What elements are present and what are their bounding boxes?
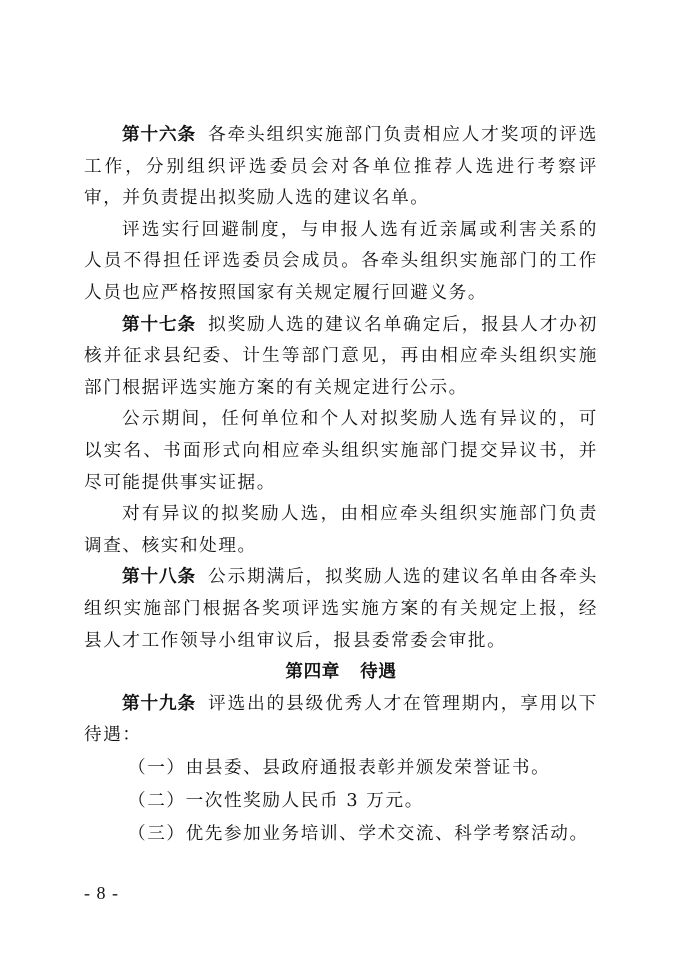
paragraph-text: 评选出的县级优秀人才在管理期内，享用以下待遇：	[84, 693, 598, 746]
paragraph-recusal	[84, 215, 598, 310]
paragraph-article-18	[84, 562, 598, 657]
paragraph-text: 各牵头组织实施部门负责相应人才奖项的评选工作，分别组织评选委员会对各单位推荐人选进行考察评审，并负责提出拟奖励人选的建议名单。	[84, 125, 598, 209]
page-number: - 8 -	[84, 883, 119, 903]
paragraph-investigation	[84, 499, 598, 562]
paragraph-text: 公示期满后，拟奖励人选的建议名单由各牵头组织实施部门根据各奖项评选实施方案的有关规定上报，经县人才工作领导小组审议后，报县委常委会审批。	[84, 567, 598, 651]
article-label: 第十六条	[122, 125, 197, 145]
list-item: （三）优先参加业务培训、学术交流、科学考察活动。	[128, 823, 589, 844]
paragraph-text: 评选实行回避制度，与申报人选有近亲属或利害关系的人员不得担任评选委员会成员。各牵头组织实施部门的工作人员也应严格按照国家有关规定履行回避义务。	[84, 219, 598, 303]
paragraph-text: 公示期间，任何单位和个人对拟奖励人选有异议的，可以实名、书面形式向相应牵头组织实施部门提交异议书，并尽可能提供事实证据。	[84, 409, 598, 493]
article-label: 第十八条	[122, 567, 197, 588]
paragraph-text: 拟奖励人选的建议名单确定后，报县人才办初核并征求县纪委、计生等部门意见，再由相应牵头组织实施部门根据评选实施方案的有关规定进行公示。	[84, 314, 598, 398]
article-label: 第十九条	[122, 693, 197, 714]
article-label: 第十七条	[122, 314, 197, 335]
list-item: （一）由县委、县政府通报表彰并颁发荣誉证书。	[128, 757, 551, 778]
document-body	[84, 120, 598, 851]
paragraph-text: 对有异议的拟奖励人选，由相应牵头组织实施部门负责调查、核实和处理。	[84, 504, 598, 556]
list-item: （二）一次性奖励人民币 3 万元。	[128, 790, 424, 811]
chapter-heading: 第四章 待遇	[285, 662, 397, 683]
paragraph-article-16	[84, 120, 598, 215]
paragraph-article-17	[84, 310, 598, 405]
paragraph-article-19	[84, 689, 598, 752]
paragraph-objection	[84, 404, 598, 499]
